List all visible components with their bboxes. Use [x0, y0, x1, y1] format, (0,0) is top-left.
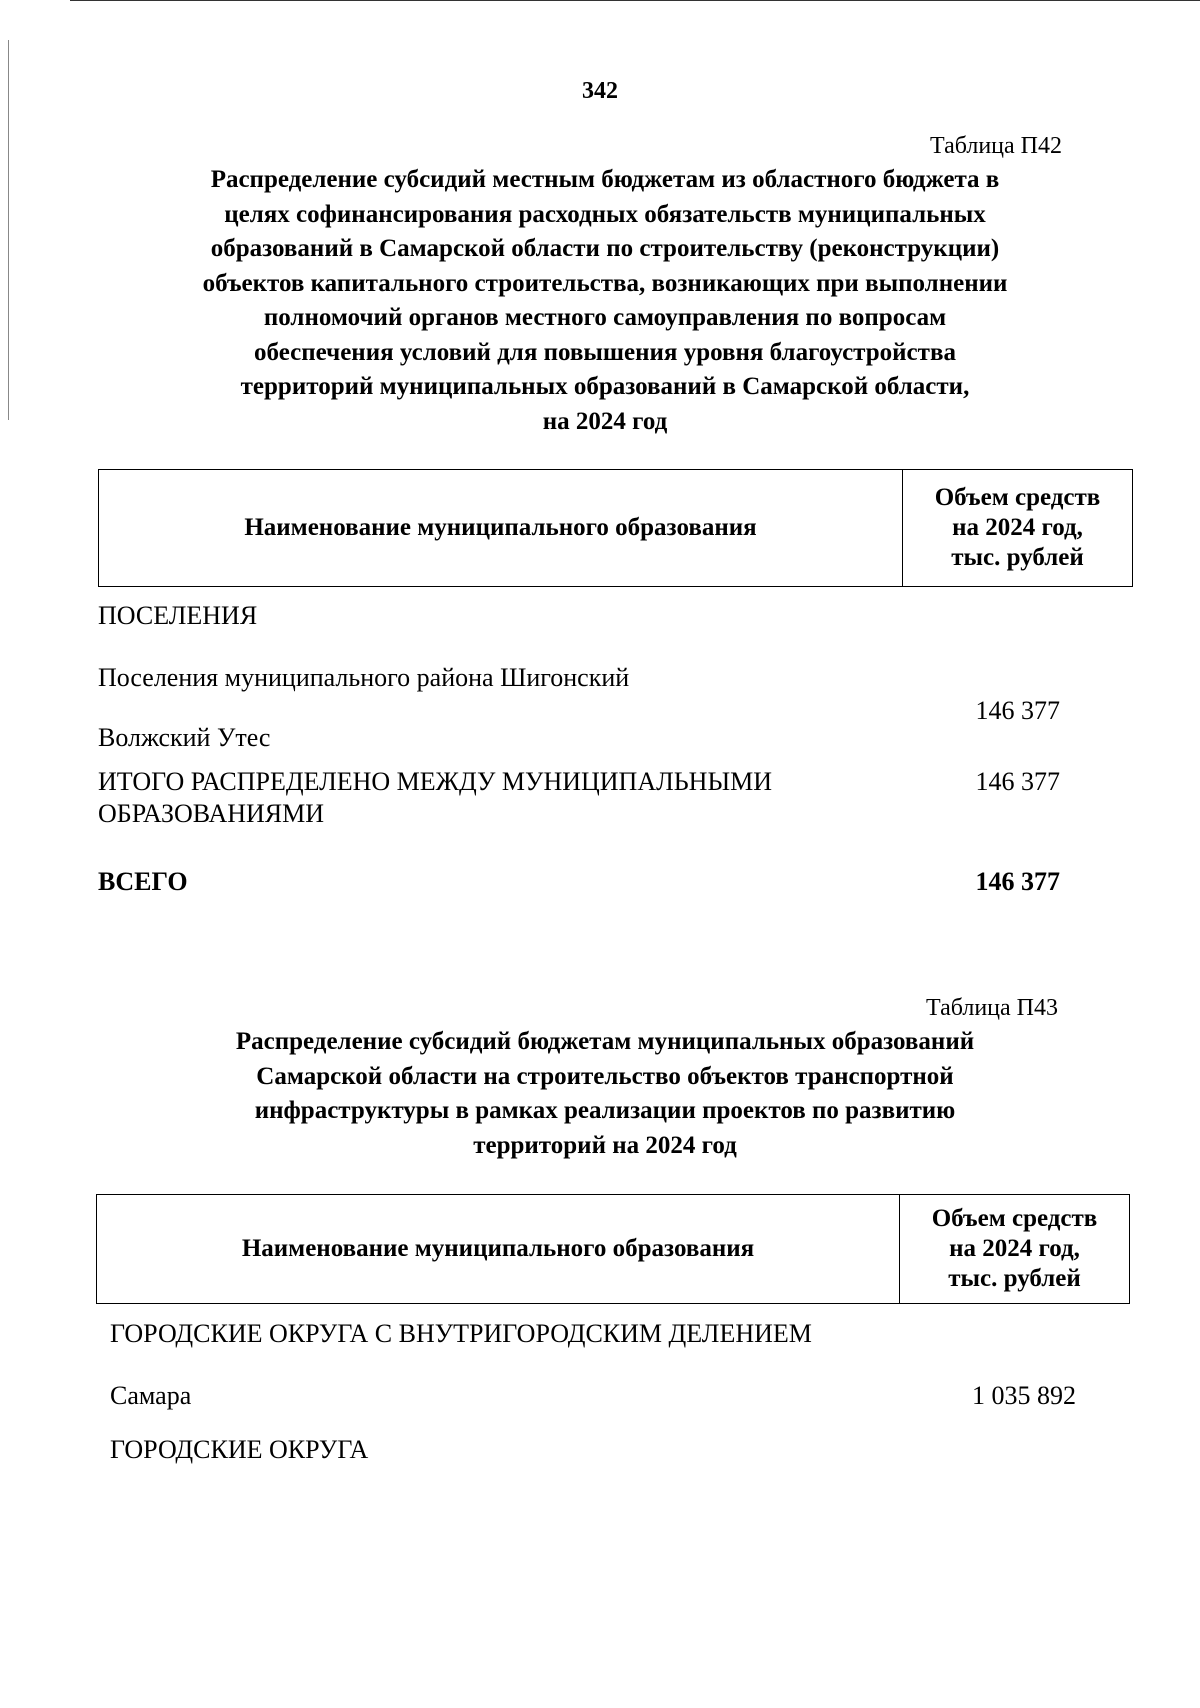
title-line: территорий на 2024 год — [473, 1131, 737, 1159]
header-line: на 2024 год, — [952, 514, 1083, 541]
entity-value: 146 377 — [975, 696, 1060, 725]
title-line: Распределение субсидий местным бюджетам из областного бюджета в — [210, 166, 1000, 193]
title-line: Распределение субсидий бюджетам муниципальных образований — [235, 1028, 975, 1055]
label-line: ИТОГО РАСПРЕДЕЛЕНО МЕЖДУ МУНИЦИПАЛЬНЫМИ — [98, 767, 773, 796]
table-p42-header — [98, 469, 1133, 587]
title-line: объектов капитального строительства, возникающих при выполнении — [202, 269, 1008, 297]
entity-name: Волжский Утес — [98, 723, 271, 752]
title-line: Самарской области на строительство объектов транспортной — [256, 1062, 954, 1090]
header-line: тыс. рублей — [951, 544, 1084, 571]
header-line: Объем средств — [934, 484, 1101, 511]
page-number: 342 — [582, 78, 618, 104]
title-line: полномочий органов местного самоуправления по вопросам — [263, 304, 947, 331]
header-line: на 2024 год, — [949, 1235, 1080, 1262]
title-line: на 2024 год — [542, 407, 668, 435]
entity-name: Самара — [110, 1381, 192, 1410]
title-line: целях софинансирования расходных обязательств муниципальных — [224, 200, 986, 228]
column-header-value — [902, 470, 1132, 586]
title-line: обеспечения условий для повышения уровня благоустройства — [254, 338, 956, 366]
distributed-total-label — [98, 766, 898, 830]
section-heading: ГОРОДСКИЕ ОКРУГА С ВНУТРИГОРОДСКИМ ДЕЛЕНИЕМ — [110, 1319, 812, 1348]
label-line: ОБРАЗОВАНИЯМИ — [98, 799, 325, 828]
table-p42-label: Таблица П42 — [930, 133, 1062, 159]
section-heading: ПОСЕЛЕНИЯ — [98, 601, 258, 630]
title-line: территорий муниципальных образований в Самарской области, — [240, 373, 970, 400]
table-p43-header — [96, 1194, 1130, 1304]
table-p42-title — [130, 163, 1080, 439]
table-p43-label: Таблица П43 — [926, 995, 1058, 1021]
section-heading: ГОРОДСКИЕ ОКРУГА — [110, 1435, 369, 1464]
grand-total-value: 146 377 — [975, 867, 1060, 896]
title-line: образований в Самарской области по строительству (реконструкции) — [210, 235, 1000, 262]
distributed-total-value: 146 377 — [975, 767, 1060, 796]
top-scan-edge — [70, 0, 1200, 1]
column-header-name: Наименование муниципального образования — [244, 514, 757, 541]
title-line: инфраструктуры в рамках реализации проектов по развитию — [254, 1097, 956, 1124]
grand-total-label: ВСЕГО — [98, 867, 188, 896]
column-header-name: Наименование муниципального образования — [241, 1235, 755, 1262]
entity-value: 1 035 892 — [972, 1381, 1076, 1410]
table-p43-title — [130, 1025, 1080, 1163]
header-line: тыс. рублей — [948, 1265, 1081, 1292]
subsection-heading: Поселения муниципального района Шигонский — [98, 663, 630, 692]
header-line: Объем средств — [931, 1205, 1098, 1232]
column-header-value — [899, 1195, 1129, 1303]
